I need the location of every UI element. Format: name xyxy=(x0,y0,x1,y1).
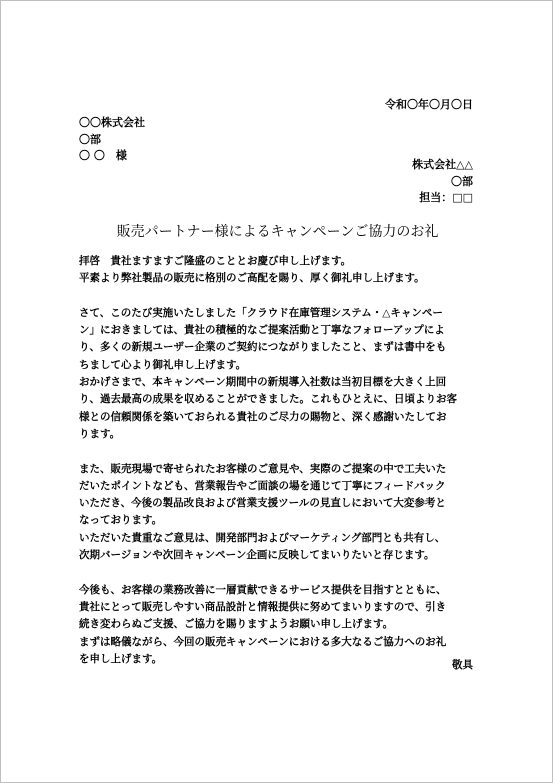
body-line: 次期バージョンや次回キャンペーン企画に反映してまいりたいと存じます。 xyxy=(79,549,435,562)
body-paragraph xyxy=(79,305,476,443)
sender-company: 株式会社△△ xyxy=(412,158,473,171)
body-line: さて、このたび実施いたしました「クラウド在庫管理システム・△キャンペー xyxy=(79,306,443,319)
body-line: ン」におきましては、貴社の積極的なご提案活動と丁寧なフォローアップによ xyxy=(79,324,445,337)
body-line: いただいた貴重なご意見は、開発部門およびマーケティング部門とも共有し、 xyxy=(79,531,446,544)
recipient-person: 〇 〇 様 xyxy=(79,149,127,162)
body-line: だいたポイントなども、営業報告やご面談の場を通じて丁寧にフィードバック xyxy=(79,479,446,492)
body-line: ちまして心より御礼申し上げます。 xyxy=(79,358,247,371)
recipient-department: 〇部 xyxy=(79,132,101,146)
body-paragraph xyxy=(79,582,476,668)
body-line: り、多くの新規ユーザー企業のご契約につながりましたこと、まずは書中をも xyxy=(79,341,447,354)
letter-body xyxy=(79,253,476,685)
recipient-company: 〇〇株式会社 xyxy=(79,116,145,129)
letter-title: 販売パートナー様によるキャンペーンご協力のお礼 xyxy=(116,224,439,240)
body-line: り、過去最高の成果を収めることができました。これもひとえに、日頃よりお客 xyxy=(79,393,457,406)
body-line: 平素より弊社製品の販売に格別のご高配を賜り、厚く御礼申し上げます。 xyxy=(79,272,425,285)
body-paragraph xyxy=(79,461,476,565)
body-line: いただき、今後の製品改良および営業支援ツールの見直しにおいて大変参考と xyxy=(79,497,446,510)
body-line: また、販売現場で寄せられたお客様のご意見や、実際のご提案の中で工夫いた xyxy=(79,462,447,475)
sender-contact: 担当：□□ xyxy=(419,191,473,204)
sender-department: 〇部 xyxy=(451,174,473,188)
body-line: 続き変わらぬご支援、ご協力を賜りますようお願い申し上げます。 xyxy=(79,618,394,631)
recipient-block xyxy=(79,115,145,165)
sender-block xyxy=(412,157,473,207)
body-line: まずは略儀ながら、今回の販売キャンペーンにおける多大なるご協力へのお礼 xyxy=(79,635,447,648)
letter-date: 令和〇年〇月〇日 xyxy=(385,98,473,111)
closing-word: 敬具 xyxy=(452,659,473,671)
body-line: を申し上げます。 xyxy=(79,652,163,665)
body-line: 様との信頼関係を築いておられる貴社のご尽力の賜物と、深く感謝いたしてお xyxy=(79,410,447,423)
body-line: 今後も、お客様の業務改善に一層貢献できるサービス提供を目指すとともに、 xyxy=(79,583,447,596)
body-line: 貴社にとって販売しやすい商品設計と情報提供に努めてまいりますので、引き xyxy=(79,600,447,613)
body-paragraph xyxy=(79,253,476,288)
body-line: ります。 xyxy=(79,427,121,440)
body-line: おかげさまで、本キャンペーン期間中の新規導入社数は当初目標を大きく上回 xyxy=(79,376,447,389)
body-line: なっております。 xyxy=(79,514,163,527)
body-line: 拝啓 貴社ますますご隆盛のこととお慶び申し上げます。 xyxy=(79,255,352,267)
